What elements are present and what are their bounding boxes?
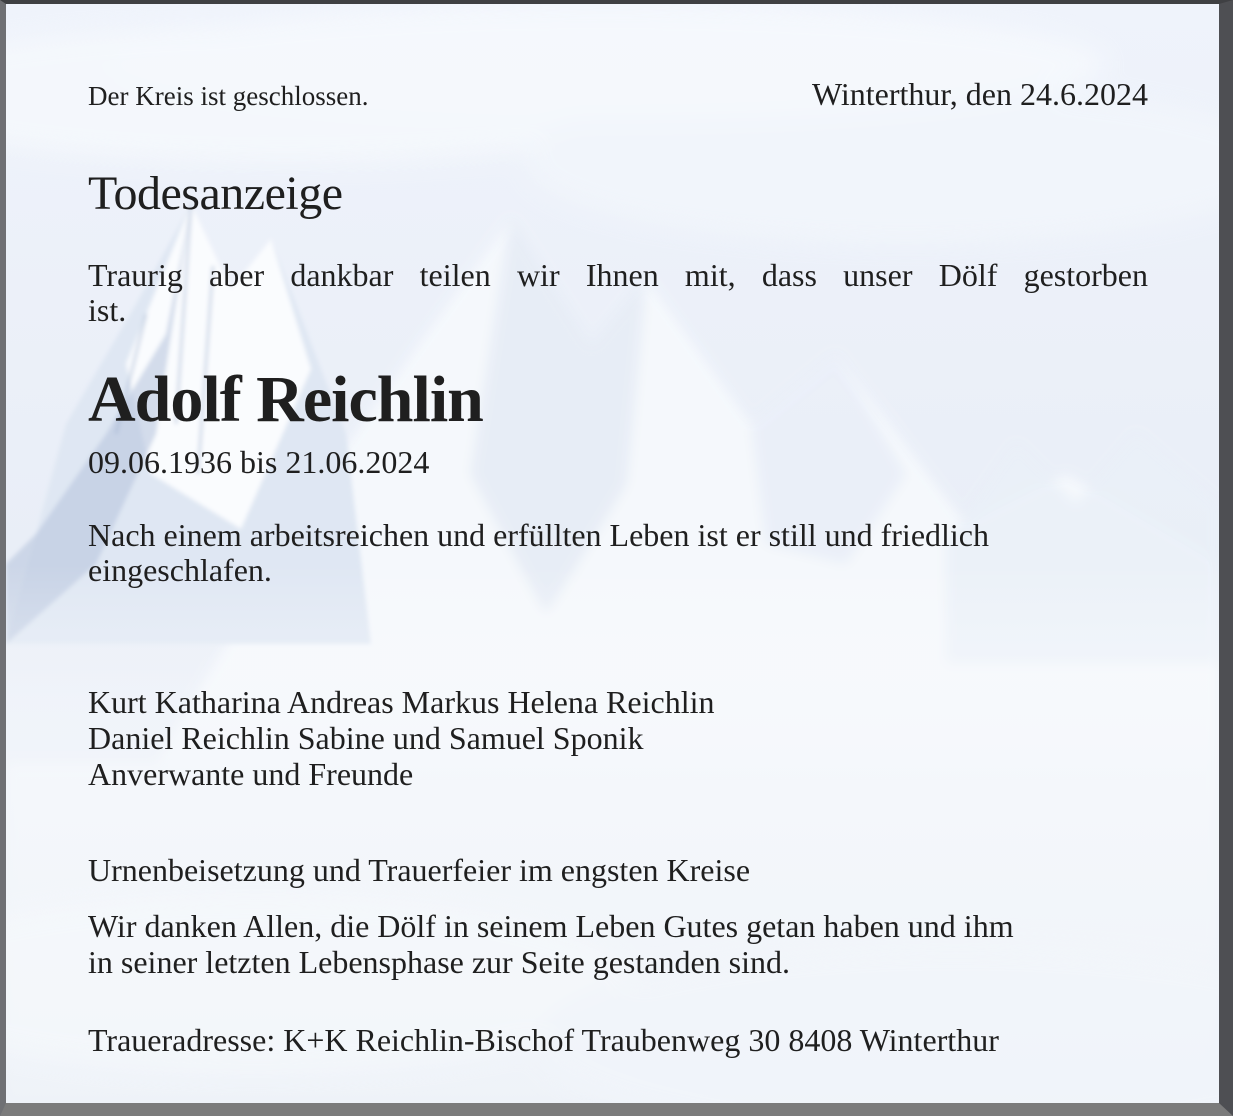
intro-paragraph [88,258,1148,328]
mourner-line: Anverwante und Freunde [88,756,414,792]
passing-paragraph [88,518,1148,588]
passing-line-2: eingeschlafen. [88,552,272,588]
thanks-line-2: in seiner letzten Lebensphase zur Seite gestanden sind. [88,944,790,980]
intro-line-1: Traurig aber dankbar teilen wir Ihnen mit, dass unser Dölf gestorben [88,257,1148,293]
top-row [88,76,1148,113]
closing-phrase: Der Kreis ist geschlossen. [88,81,369,111]
lifespan-dates: 09.06.1936 bis 21.06.2024 [88,444,430,480]
deceased-name: Adolf Reichlin [88,363,483,436]
notice-content [6,4,1219,1103]
place-date: Winterthur, den 24.6.2024 [811,76,1148,112]
intro-line-2: ist. [88,292,127,328]
mourners-list [88,684,1148,792]
passing-line-1: Nach einem arbeitsreichen und erfüllten Leben ist er still und friedlich [88,517,989,553]
notice-heading: Todesanzeige [88,167,343,220]
thanks-line-1: Wir danken Allen, die Dölf in seinem Leben Gutes getan haben und ihm [88,908,1014,944]
mourner-line: Kurt Katharina Andreas Markus Helena Reichlin [88,684,715,720]
condolence-address: Traueradresse: K+K Reichlin-Bischof Traubenweg 30 8408 Winterthur [88,1022,999,1058]
death-notice-page [6,4,1219,1103]
thanks-paragraph [88,908,1148,980]
mourner-line: Daniel Reichlin Sabine und Samuel Sponik [88,720,644,756]
ceremony-info: Urnenbeisetzung und Trauerfeier im engsten Kreise [88,852,751,888]
